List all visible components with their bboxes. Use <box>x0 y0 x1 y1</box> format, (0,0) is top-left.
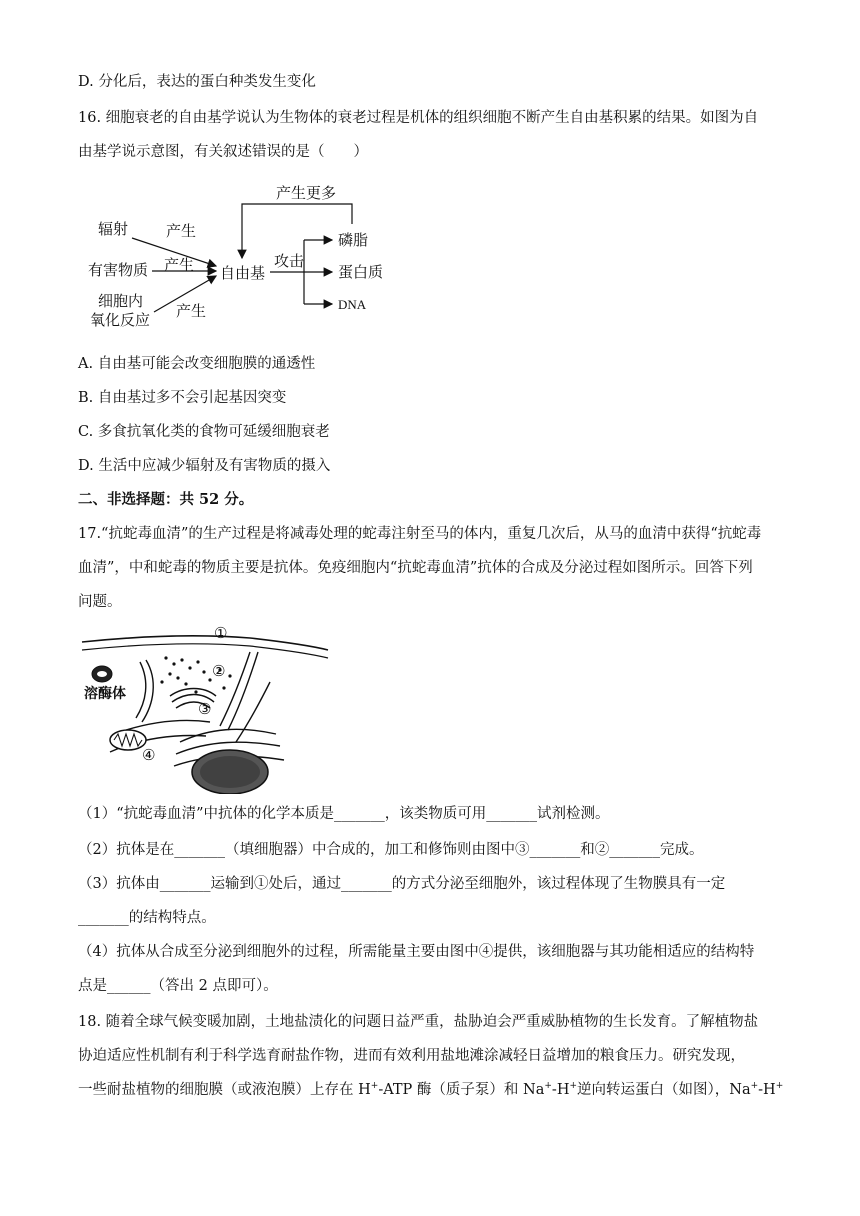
radiation-label: 辐射 <box>98 220 129 238</box>
produce-more-label: 产生更多 <box>276 184 337 202</box>
dna-label: DNA <box>338 297 367 312</box>
q17-stem-line3: 问题。 <box>78 594 122 610</box>
attack-label: 攻击 <box>274 252 305 270</box>
marker-4: ④ <box>142 746 156 764</box>
q17-part4-line2: 点是______（答出 2 点即可）。 <box>78 978 278 994</box>
q16-stem-line1: 16. 细胞衰老的自由基学说认为生物体的衰老过程是机体的组织细胞不断产生自由基积累的结果。如图为自 <box>78 110 759 126</box>
arrow-more-loop <box>242 204 352 258</box>
q17-part2: （2）抗体是在_______（填细胞器）中合成的，加工和修饰则由图中③_______和②_______完成。 <box>78 842 704 858</box>
option-d-q15: D. 分化后，表达的蛋白种类发生变化 <box>78 74 316 90</box>
marker-3: ③ <box>198 700 212 718</box>
produce-label-3: 产生 <box>176 302 207 320</box>
q16-stem-line2: 由基学说示意图，有关叙述错误的是（ ） <box>78 144 368 160</box>
section-heading: 二、非选择题：共 52 分。 <box>78 491 254 508</box>
q17-part4-line1: （4）抗体从合成至分泌到细胞外的过程，所需能量主要由图中④提供，该细胞器与其功能相适应的结构特 <box>78 944 755 960</box>
produce-label-2: 产生 <box>164 256 195 274</box>
q18-stem-line3: 一些耐盐植物的细胞膜（或液泡膜）上存在 H+-ATP 酶（质子泵）和 Na+-H+逆向转运蛋白（如图），Na+-H+ <box>78 1081 784 1098</box>
free-radical-label: 自由基 <box>220 264 266 282</box>
q16-option-d: D. 生活中应减少辐射及有害物质的摄入 <box>78 458 331 474</box>
harmful-substance-label: 有害物质 <box>88 261 149 279</box>
marker-2: ② <box>212 662 226 680</box>
oxidation-label: 氧化反应 <box>90 311 151 329</box>
cell-membrane <box>82 636 328 650</box>
q17-part1: （1）“抗蛇毒血清”中抗体的化学本质是_______，该类物质可用_______试剂检测。 <box>78 806 610 822</box>
phospholipid-label: 磷脂 <box>338 231 369 249</box>
cell-secretion-diagram <box>80 622 330 794</box>
q18-stem-line1: 18. 随着全球气候变暖加剧，土地盐渍化的问题日益严重，盐胁迫会严重威胁植物的生长发育。了解植物盐 <box>78 1014 759 1030</box>
cell-inner-label: 细胞内 <box>98 292 144 310</box>
q18-stem-line2: 协迫适应性机制有利于科学选育耐盐作物，进而有效利用盐地滩涂减轻日益增加的粮食压力。研究发现， <box>78 1048 745 1064</box>
q17-part3-line1: （3）抗体由_______运输到①处后，通过_______的方式分泌至细胞外，该过程体现了生物膜具有一定 <box>78 876 726 892</box>
lysosome-label: 溶酶体 <box>84 686 126 702</box>
produce-label-1: 产生 <box>166 222 197 240</box>
q17-stem-line2: 血清”，中和蛇毒的物质主要是抗体。免疫细胞内“抗蛇毒血清”抗体的合成及分泌过程如图所示。回答下列 <box>78 560 753 576</box>
q17-part3-line2: _______的结构特点。 <box>78 910 216 926</box>
q16-option-a: A. 自由基可能会改变细胞膜的通透性 <box>78 356 316 372</box>
mitochondrion <box>110 730 146 750</box>
cell-membrane-inner <box>82 644 328 658</box>
marker-1: ① <box>214 624 228 642</box>
free-radical-diagram <box>80 180 400 340</box>
q16-option-c: C. 多食抗氧化类的食物可延缓细胞衰老 <box>78 424 330 440</box>
q16-option-b: B. 自由基过多不会引起基因突变 <box>78 390 287 406</box>
q17-stem-line1: 17.“抗蛇毒血清”的生产过程是将减毒处理的蛇毒注射至马的体内，重复几次后，从马的血清中获得“抗蛇毒 <box>78 526 762 542</box>
protein-label: 蛋白质 <box>338 263 384 281</box>
